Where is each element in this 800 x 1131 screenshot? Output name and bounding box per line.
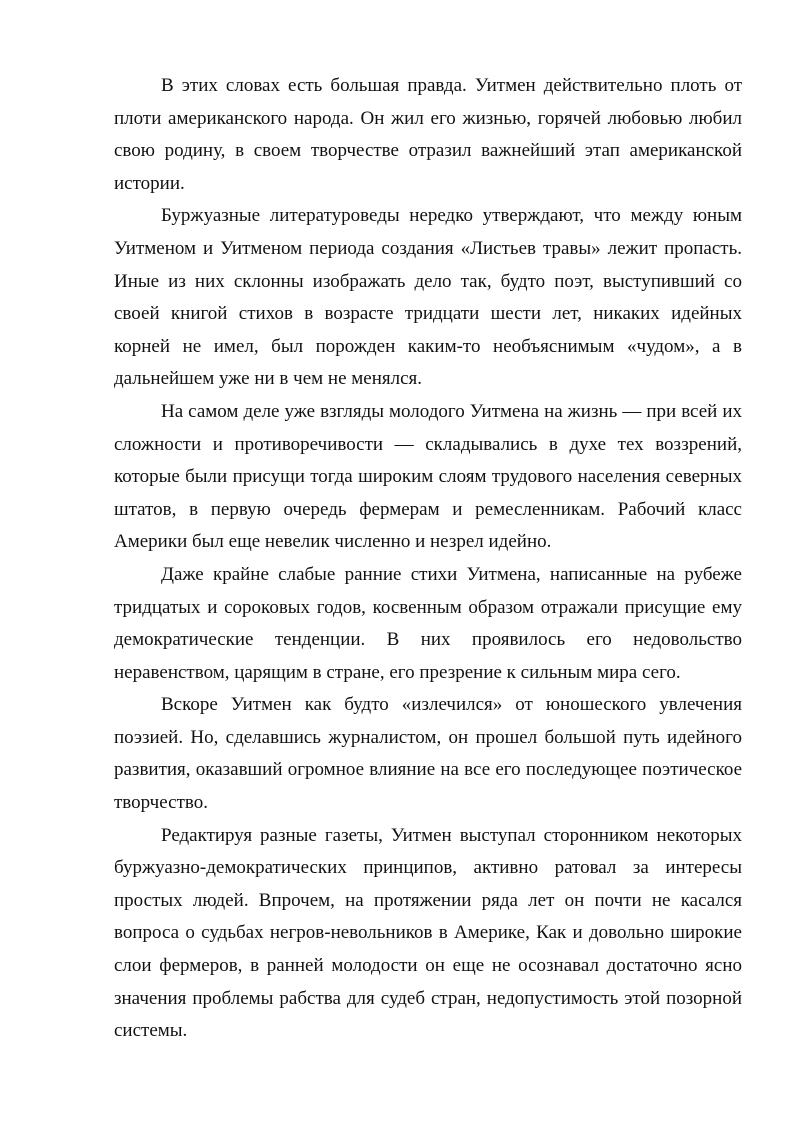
paragraph-1: В этих словах есть большая правда. Уитмен действительно плоть от плоти американского народа. Он жил его жизнью, горячей любовью любил свою родину, в своем творчестве отразил важнейший этап американской истории.: [114, 75, 742, 194]
body-text: [114, 70, 742, 1048]
paragraph-3: На самом деле уже взгляды молодого Уитмена на жизнь — при всей их сложности и противоречивости — складывались в духе тех воззрений, которые были присущи тогда широким слоям трудового населения северных штатов, в первую очередь фермерам и ремесленникам. Рабочий класс Америки был еще невелик численно и незрел идейно.: [114, 400, 742, 553]
paragraph-2: Буржуазные литературоведы нередко утверждают, что между юным Уитменом и Уитменом периода создания «Листьев травы» лежит пропасть. Иные из них склонны изображать дело так, будто поэт, выступивший со своей книгой стихов в возрасте тридцати шести лет, никаких идейных корней не имел, был порожден каким-то необъяснимым «чудом», а в дальнейшем уже ни в чем не менялся.: [114, 205, 742, 390]
paragraph-4: Даже крайне слабые ранние стихи Уитмена, написанные на рубеже тридцатых и сороковых годов, косвенным образом отражали присущие ему демократические тенденции. В них проявилось его недовольство неравенством, царящим в стране, его презрение к сильным мира сего.: [114, 563, 742, 683]
paragraph-6: Редактируя разные газеты, Уитмен выступал сторонником некоторых буржуазно-демократических принципов, активно ратовал за интересы простых людей. Впрочем, на протяжении ряда лет он почти не касался вопроса о судьбах негров-невольников в Америке, Как и довольно широкие слои фермеров, в ранней молодости он еще не осознавал достаточно ясно значения проблемы рабства для судеб стран, недопустимость этой позорной системы.: [114, 824, 742, 1042]
paragraph-5: Вскоре Уитмен как будто «излечился» от юношеского увлечения поэзией. Но, сделавшись журналистом, он прошел большой путь идейного развития, оказавший огромное влияние на все его последующее поэтическое творчество.: [114, 694, 742, 814]
